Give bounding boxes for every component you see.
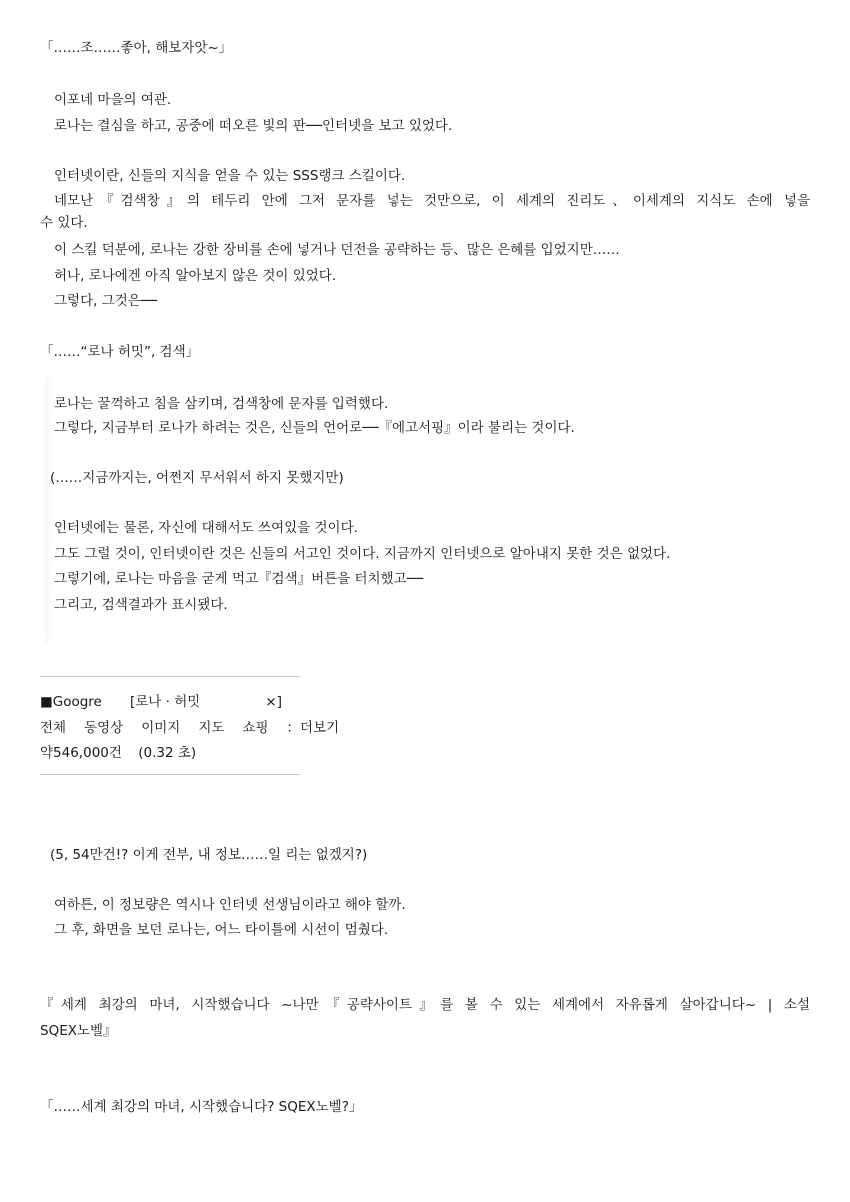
paragraph-line: 수 있다. — [40, 215, 88, 231]
paragraph-line: 그 후, 화면을 보던 로나는, 어느 타이틀에 시선이 멈췄다. — [54, 922, 389, 938]
dialogue-line: 「……조……좋아, 해보자앗~」 — [40, 40, 233, 56]
paragraph-line: 그렇기에, 로나는 마음을 굳게 먹고『검색』버튼을 터치했고── — [54, 571, 423, 587]
paragraph-line: 인터넷이란, 신들의 지식을 얻을 수 있는 SSS랭크 스킬이다. — [54, 168, 406, 184]
tab-maps[interactable]: 지도 — [198, 720, 225, 736]
divider — [40, 774, 300, 775]
result-count: 약546,000건 — [40, 745, 122, 761]
title-line: 『세계 최강의 마녀, 시작했습니다 ~나만『공략사이트』를 볼 수 있는 세계에서 자유롭게 살아갑니다~ | 소설 — [40, 997, 810, 1013]
dialogue-line: 「……“로나 허밋”, 검색」 — [40, 344, 200, 360]
result-stats — [40, 743, 196, 763]
search-query: [로나 · 허밋 — [130, 694, 201, 710]
dialogue-line: 「……세계 최강의 마녀, 시작했습니다? SQEX노벨?」 — [40, 1099, 363, 1115]
paragraph-line: 로나는 결심을 하고, 공중에 떠오른 빛의 판──인터넷을 보고 있었다. — [54, 118, 453, 134]
paragraph-line: 로나는 꿀꺽하고 침을 삼키며, 검색창에 문자를 입력했다. — [54, 396, 389, 412]
search-query-box[interactable] — [130, 692, 282, 712]
paragraph-line: 허나, 로나에겐 아직 알아보지 않은 것이 있었다. — [54, 268, 337, 284]
result-time: (0.32 초) — [138, 745, 197, 761]
search-tabs — [40, 718, 357, 738]
thought-line: (5, 54만건!? 이게 전부, 내 정보……일 리는 없겠지?) — [50, 847, 368, 863]
tab-more[interactable]: ：더보기 — [286, 720, 340, 736]
tab-video[interactable]: 동영상 — [84, 720, 124, 736]
search-brand: ■Googre — [40, 694, 102, 710]
tab-shopping[interactable]: 쇼핑 — [242, 720, 269, 736]
paragraph-line: 이포네 마을의 여관. — [54, 92, 172, 108]
paragraph-line: 그렇다, 지금부터 로나가 하려는 것은, 신들의 언어로──『에고서핑』이라 불리는 것이다. — [54, 420, 575, 436]
divider — [40, 676, 300, 677]
paragraph-line: 이 스킬 덕분에, 로나는 강한 장비를 손에 넣거나 던전을 공략하는 등、많은 은혜를 입었지만…… — [54, 242, 620, 258]
paragraph-line: 여하튼, 이 정보량은 역시나 인터넷 선생님이라고 해야 할까. — [54, 897, 406, 913]
tab-images[interactable]: 이미지 — [141, 720, 181, 736]
close-icon[interactable]: ×] — [265, 694, 282, 710]
paragraph-line: 네모난『검색창』의 테두리 안에 그저 문자를 넣는 것만으로, 이 세계의 진리도、이세계의 지식도 손에 넣을 — [54, 193, 810, 209]
title-line: SQEX노벨』 — [40, 1023, 117, 1039]
paragraph-line: 그도 그럴 것이, 인터넷이란 것은 신들의 서고인 것이다. 지금까지 인터넷으로 알아내지 못한 것은 없었다. — [54, 546, 671, 562]
paragraph-line: 그리고, 검색결과가 표시됐다. — [54, 597, 228, 613]
paragraph-line: 인터넷에는 물론, 자신에 대해서도 쓰여있을 것이다. — [54, 520, 358, 536]
paragraph-line: 그렇다, 그것은── — [54, 293, 158, 309]
scan-shadow — [45, 375, 51, 645]
tab-all[interactable]: 전체 — [40, 720, 67, 736]
thought-line: (……지금까지는, 어쩐지 무서워서 하지 못했지만) — [50, 470, 344, 486]
